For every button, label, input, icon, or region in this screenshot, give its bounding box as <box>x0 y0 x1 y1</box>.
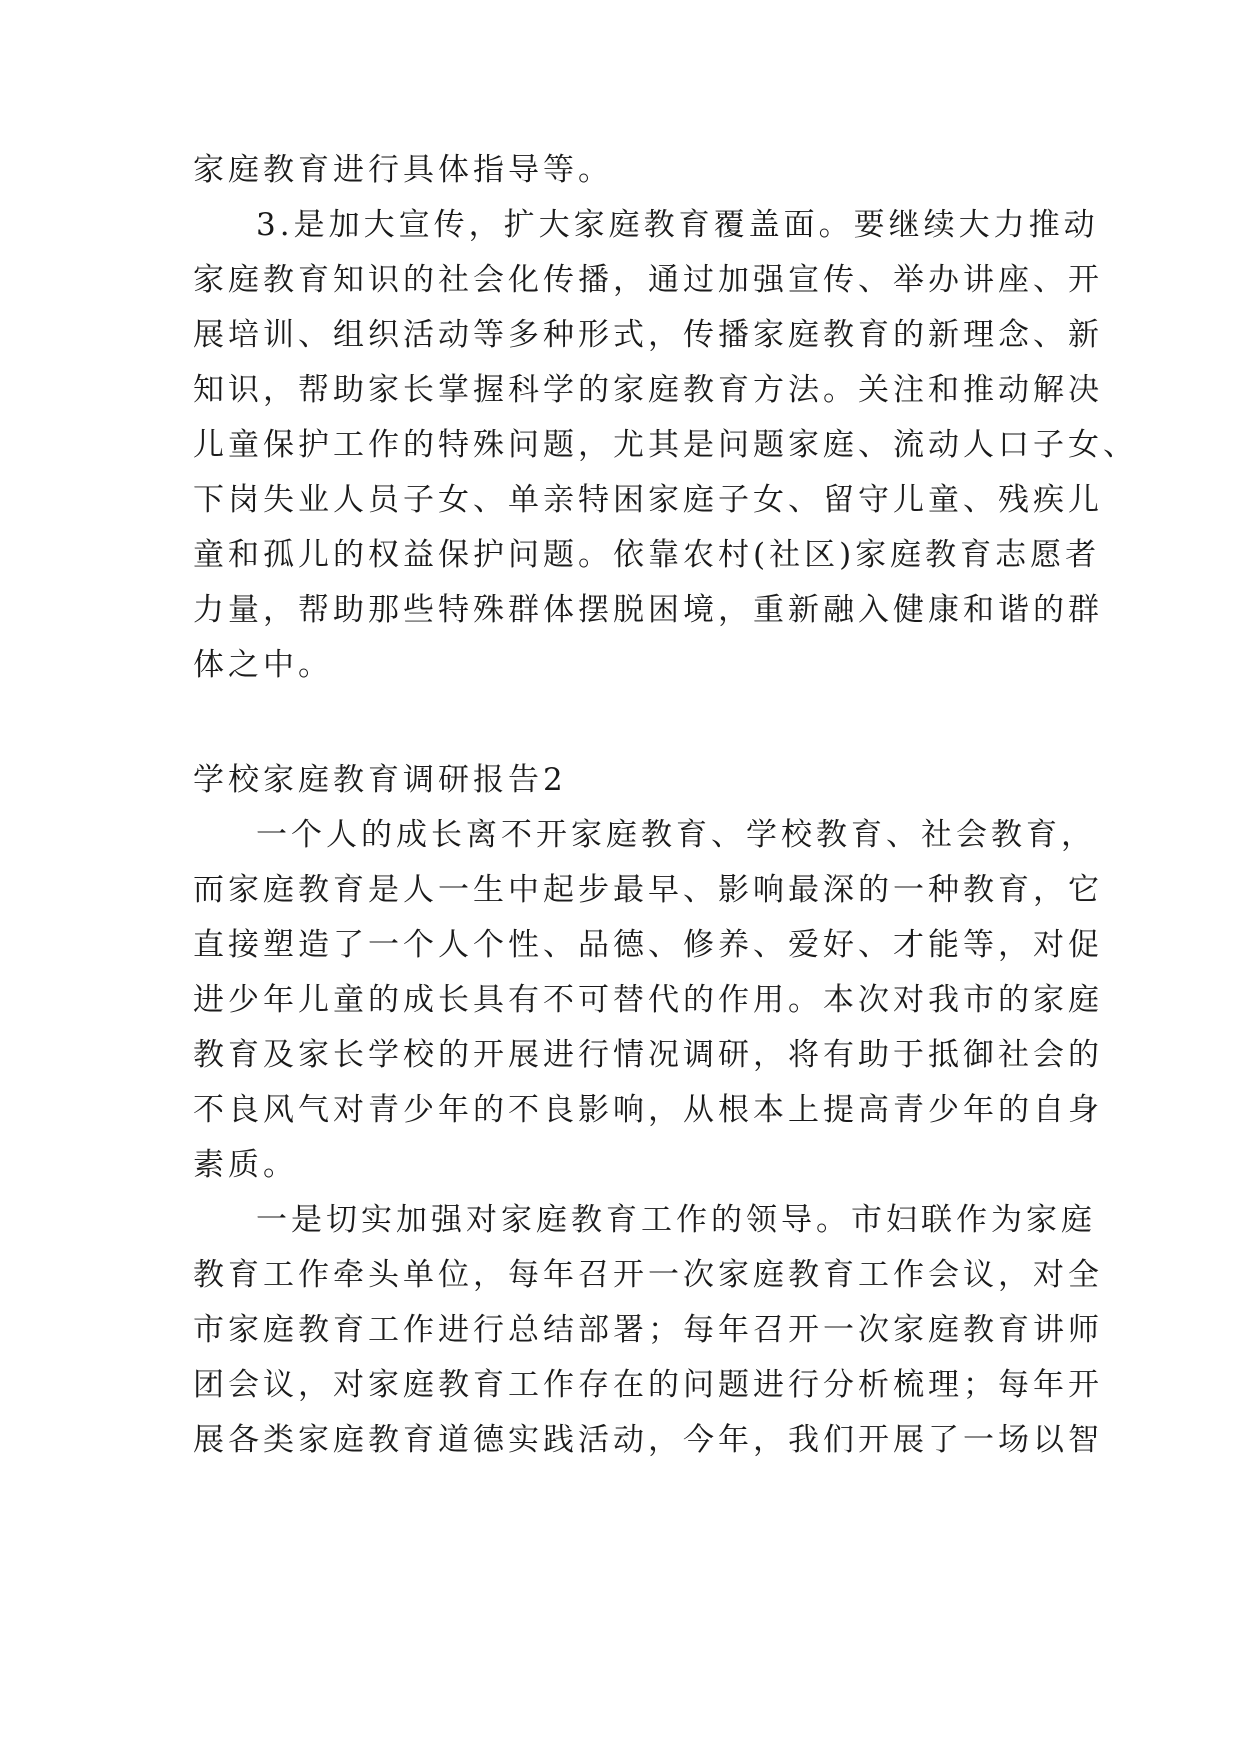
text-line: 体之中。 <box>193 647 333 683</box>
text-line: 教育及家长学校的开展进行情况调研，将有助于抵御社会的 <box>193 1037 1103 1073</box>
text-line: 家庭教育进行具体指导等。 <box>193 152 613 188</box>
text-line: 素质。 <box>193 1147 298 1183</box>
text-line: 家庭教育知识的社会化传播，通过加强宣传、举办讲座、开 <box>193 262 1103 298</box>
text-line: 下岗失业人员子女、单亲特困家庭子女、留守儿童、残疾儿 <box>193 482 1103 518</box>
text-line: 3.是加大宣传，扩大家庭教育覆盖面。要继续大力推动 <box>256 207 1099 243</box>
text-line: 市家庭教育工作进行总结部署；每年召开一次家庭教育讲师 <box>193 1312 1103 1348</box>
text-line: 进少年儿童的成长具有不可替代的作用。本次对我市的家庭 <box>193 982 1103 1018</box>
text-line: 一个人的成长离不开家庭教育、学校教育、社会教育， <box>256 817 1096 853</box>
text-line: 展各类家庭教育道德实践活动，今年，我们开展了一场以智 <box>193 1422 1103 1458</box>
section-heading: 学校家庭教育调研报告2 <box>193 762 567 798</box>
text-line: 而家庭教育是人一生中起步最早、影响最深的一种教育，它 <box>193 872 1103 908</box>
text-line: 儿童保护工作的特殊问题，尤其是问题家庭、流动人口子女、 <box>193 427 1138 463</box>
text-line: 不良风气对青少年的不良影响，从根本上提高青少年的自身 <box>193 1092 1103 1128</box>
text-line: 知识，帮助家长掌握科学的家庭教育方法。关注和推动解决 <box>193 372 1103 408</box>
text-line: 童和孤儿的权益保护问题。依靠农村(社区)家庭教育志愿者 <box>193 537 1101 573</box>
text-line: 直接塑造了一个人个性、品德、修养、爱好、才能等，对促 <box>193 927 1103 963</box>
text-line: 一是切实加强对家庭教育工作的领导。市妇联作为家庭 <box>256 1202 1096 1238</box>
text-line: 展培训、组织活动等多种形式，传播家庭教育的新理念、新 <box>193 317 1103 353</box>
text-line: 力量，帮助那些特殊群体摆脱困境，重新融入健康和谐的群 <box>193 592 1103 628</box>
text-line: 教育工作牵头单位，每年召开一次家庭教育工作会议，对全 <box>193 1257 1103 1293</box>
text-line: 团会议，对家庭教育工作存在的问题进行分析梳理；每年开 <box>193 1367 1103 1403</box>
